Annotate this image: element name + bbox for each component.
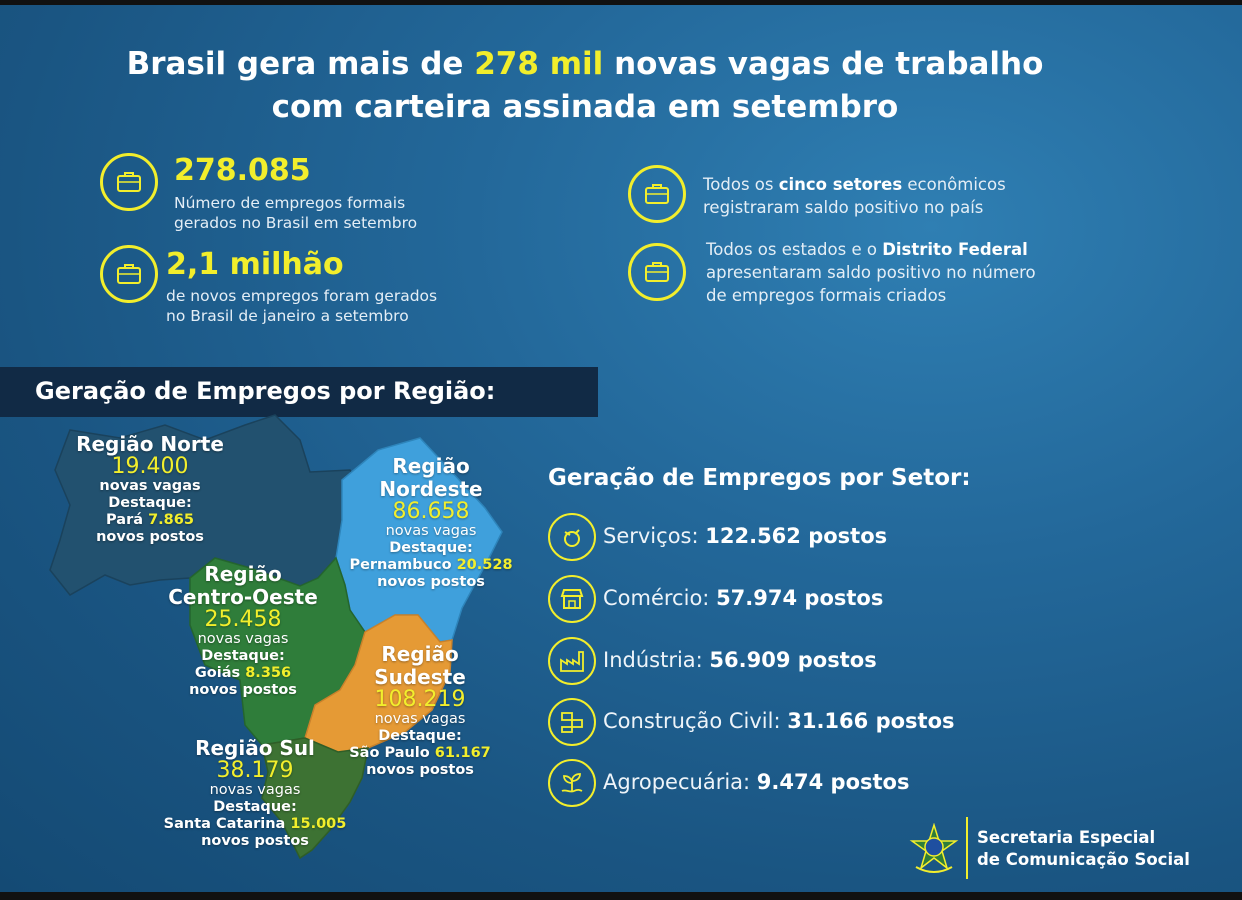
region-centro-oeste-label: Região Centro-Oeste 25.458 novas vagas Destaque: Goiás 8.356 novos postos — [168, 562, 318, 698]
briefcase-icon — [628, 165, 686, 223]
region-sul-label: Região Sul 38.179 novas vagas Destaque: Santa Catarina 15.005 novos postos — [163, 736, 347, 849]
briefcase-icon — [628, 243, 686, 301]
infographic: Brasil gera mais de 278 mil novas vagas de trabalho com carteira assinada em setembro 278.085 Número de empregos formais gerados no Brasil em setembro 2,1 milhão de novos empregos foram gerados no Brasil de janeiro a setembro Todos os cinco setores econômicos registraram saldo positivo no país Todos os estados e o Distrito Federal apresentaram saldo positivo no número de empregos formais criados Geração de Empregos por Região: Região Norte 19.400 novas vagas Destaque: Pará 7.865 novos postos Região Nordeste 86.658 novas vagas Destaque: Pernambuco 20.528 novos postos Região Centro-Oeste 25.458 novas vagas Destaque: Goiás 8.356 novos postos Região Sudeste 108.219 novas vagas Destaque: São Paulo 61.167 novos postos Região Sul 38.179 novas vagas Destaque: Santa Catarina 15.005 novos postos Geração de Empregos por Setor: Serviços: 122.562 postos Comércio: 57.974 postos Indústria: 56.909 postos Construção Civil: 31.166 postos Agropecuária: 9.474 postos Secretaria Especial de Comunicação Social — [0, 5, 1242, 892]
stat-september-value: 278.085 — [174, 153, 311, 188]
construction-icon — [548, 698, 596, 746]
store-icon — [548, 575, 596, 623]
region-sudeste-label: Região Sudeste 108.219 novas vagas Destaque: São Paulo 61.167 novos postos — [349, 642, 491, 778]
services-icon — [548, 513, 596, 561]
plant-icon — [548, 759, 596, 807]
footer-org-name: Secretaria Especial de Comunicação Social — [977, 828, 1190, 869]
highlight-sectors: Todos os cinco setores econômicos registraram saldo positivo no país — [703, 175, 1006, 217]
highlight-states: Todos os estados e o Distrito Federal apresentaram saldo positivo no número de empregos formais criados — [706, 240, 1036, 305]
region-nordeste-label: Região Nordeste 86.658 novas vagas Destaque: Pernambuco 20.528 novos postos — [349, 454, 513, 590]
stat-year-value: 2,1 milhão — [166, 247, 344, 282]
briefcase-icon — [100, 153, 158, 211]
title-highlight: 278 mil — [474, 46, 604, 82]
region-norte-label: Região Norte 19.400 novas vagas Destaque: Pará 7.865 novos postos — [76, 432, 224, 545]
sector-section-title: Geração de Empregos por Setor: — [548, 465, 971, 491]
briefcase-icon — [100, 245, 158, 303]
factory-icon — [548, 637, 596, 685]
coat-of-arms-icon — [908, 823, 960, 875]
region-section-header: Geração de Empregos por Região: — [0, 367, 598, 417]
stat-september-desc: Número de empregos formais gerados no Brasil em setembro — [174, 194, 418, 232]
page-title: Brasil gera mais de 278 mil novas vagas de trabalho com carteira assinada em setembro — [126, 46, 1044, 125]
footer-divider — [966, 817, 968, 879]
stat-year-desc: de novos empregos foram gerados no Brasil de janeiro a setembro — [166, 287, 438, 325]
